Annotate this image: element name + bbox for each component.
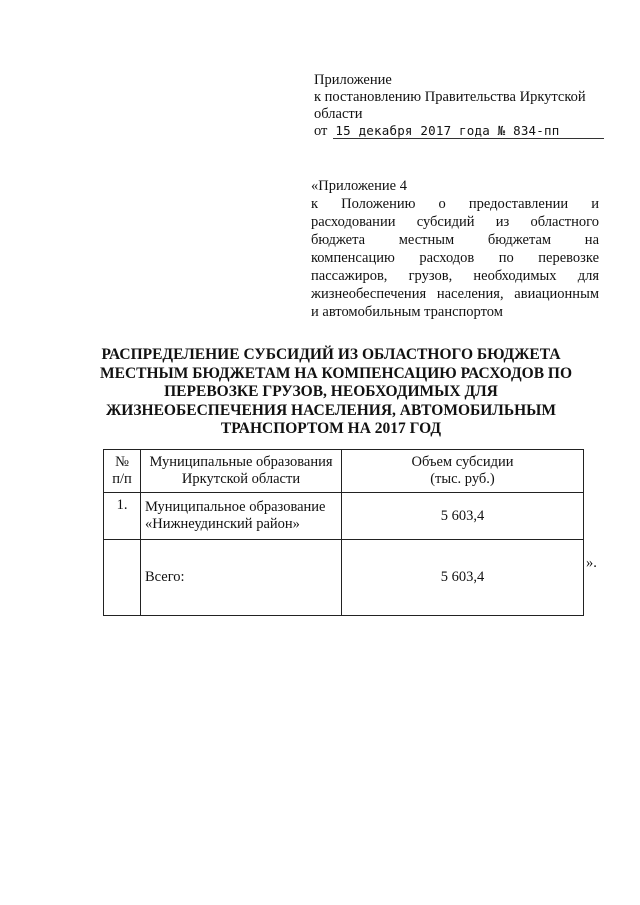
subsidy-distribution-table [103,449,584,616]
region-line: области [314,106,363,122]
date-row [314,123,604,140]
header-text: Муниципальные образования [149,454,333,470]
appendix-text-line: бюджета местным бюджетам на [311,232,599,248]
appendix-text-line: и автомобильным транспортом [311,304,503,320]
column-header-subsidy-volume [342,450,584,493]
heading-line: ПЕРЕВОЗКЕ ГРУЗОВ, НЕОБХОДИМЫХ ДЛЯ [164,383,498,400]
municipality-name [141,493,342,540]
heading-line: РАСПРЕДЕЛЕНИЕ СУБСИДИЙ ИЗ ОБЛАСТНОГО БЮДЖЕТА [101,346,561,363]
municipality-name-line: Муниципальное образование [145,499,326,515]
appendix-4-reference [311,178,599,321]
table-header-row [104,450,584,493]
column-header-number [104,450,141,493]
resolution-reference [314,72,604,140]
header-text: (тыс. руб.) [430,471,495,487]
resolution-line: к постановлению Правительства Иркутской [314,89,586,105]
document-heading [100,346,573,439]
header-text: Иркутской области [181,471,301,487]
appendix-title: «Приложение 4 [311,178,407,194]
appendix-text-line: к Положению о предоставлении и [311,196,599,212]
appendix-text-line: жизнеобеспечения населения, авиационным [311,286,599,302]
heading-line: ТРАНСПОРТОМ НА 2017 ГОД [220,420,442,437]
appendix-text-line: расходовании субсидий из областного [311,214,599,230]
date-prefix: от [314,123,328,139]
appendix-text-line: компенсацию расходов по перевозке [311,250,599,266]
header-text: п/п [112,471,132,487]
heading-line: ЖИЗНЕОБЕСПЕЧЕНИЯ НАСЕЛЕНИЯ, АВТОМОБИЛЬНЫМ [105,401,557,419]
subsidy-value: 5 603,4 [342,493,584,540]
header-text: Объем субсидии [411,454,514,470]
heading-line: МЕСТНЫМ БЮДЖЕТАМ НА КОМПЕНСАЦИЮ РАСХОДОВ ПО [100,364,573,382]
resolution-date-number: 15 декабря 2017 года № 834-пп [333,123,604,139]
municipality-name-line: «Нижнеудинский район» [145,516,300,532]
total-label: Всего: [141,540,342,616]
column-header-municipality [141,450,342,493]
closing-quote-mark: ». [586,555,597,571]
total-row [104,540,584,616]
table-row [104,493,584,540]
empty-cell [104,540,141,616]
total-value: 5 603,4 [342,540,584,616]
row-number: 1. [104,493,141,540]
appendix-text-line: пассажиров, грузов, необходимых для [311,268,599,284]
appendix-label: Приложение [314,72,392,88]
header-text: № [115,454,129,470]
